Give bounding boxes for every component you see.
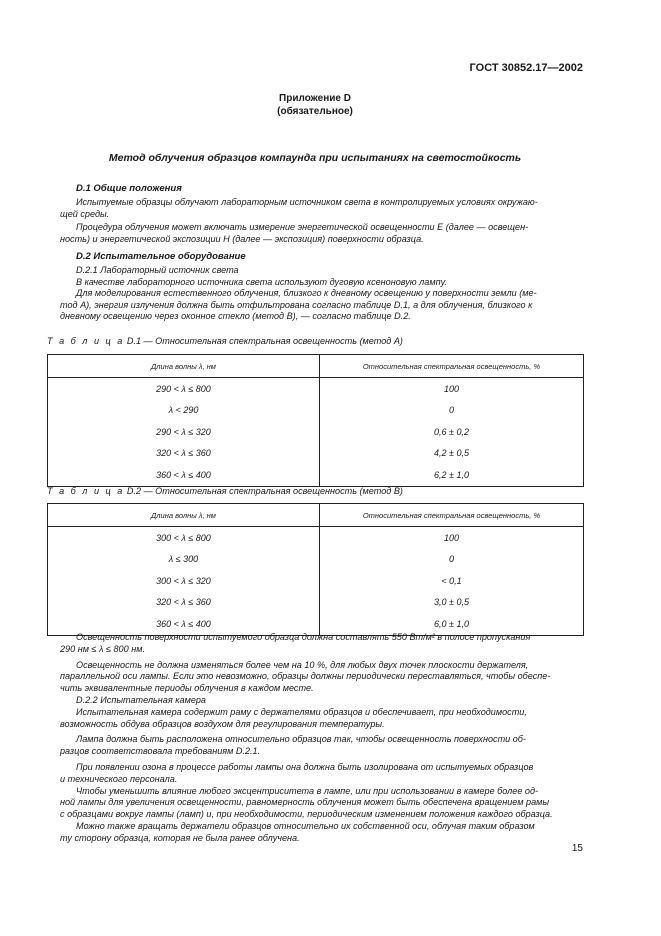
caption-prefix: Т а б л и ц а [47,336,125,346]
subsection-heading: D.2.1 Лабораторный источник света [76,265,239,275]
text-line: В качестве лабораторного источника света используют дуговую ксеноновую лампу. [76,276,448,287]
text-line: Освещенность поверхности испытуемого образца должна составлять 550 Вт/м² в полосе пропускания [76,632,531,642]
document-code: ГОСТ 30852.17—2002 [469,62,583,74]
cell-irradiance: 4,2 ± 0,5 [320,443,584,465]
table1-caption [47,336,403,346]
paragraph-body [60,632,584,845]
text-line: Испытуемые образцы облучают лабораторным источником света в контролируемых условиях окружаю- [76,197,538,207]
cell-irradiance: 3,0 ± 0,5 [320,592,584,614]
cell-wavelength: 360 < λ ≤ 400 [48,613,320,635]
table-2 [47,503,584,636]
table-1 [47,354,584,487]
table-row [48,443,584,465]
cell-irradiance: 100 [320,378,584,400]
text-line: ту сторону образца, которая не была ранее облучена. [60,832,300,843]
section-heading-general: D.1 Общие положения [76,183,182,194]
annex-title: Приложение D [279,93,351,104]
subsection-heading: D.2.2 Испытательная камера [76,694,206,705]
text-line: Для моделирования естественного облучения, близкого к дневному освещению у поверхности земли (ме- [76,288,537,299]
text-line: щей среды. [60,208,110,219]
text-line: Чтобы уменьшить влияние любого эксцентриситета в лампе, или при использовании в камере более од- [76,785,539,796]
table2-caption [47,486,403,496]
text-line: Лампа должна быть расположена относительно образцов так, чтобы освещенность поверхности об- [76,734,526,745]
cell-irradiance: 0 [320,400,584,422]
text-line: чить эквивалентные периоды облучения в каждом месте. [60,683,314,694]
text-line: ность) и энергетической экспозиции H (далее — экспозиция) поверхности образца. [60,233,424,244]
table-row [48,592,584,614]
text-line: 290 нм ≤ λ ≤ 800 нм. [60,643,145,654]
caption-prefix: Т а б л и ц а [47,486,125,496]
cell-wavelength: 320 < λ ≤ 360 [48,443,320,465]
paragraph-general-2 [60,222,584,245]
text-line: Процедура облучения может включать измерение энергетической освещенности E (далее — освещен- [76,222,529,232]
table-row [48,549,584,571]
table-row [48,421,584,443]
text-line: Можно также вращать держатели образцов относительно их собственной оси, облучая таким образом [76,820,535,831]
text-line: и технического персонала. [60,773,178,784]
cell-wavelength: λ < 290 [48,400,320,422]
table-header-row [48,355,584,378]
text-line: параллельной оси лампы. Если это невозможно, образцы должны периодически переставляться, чтобы обеспе- [60,671,551,682]
text-line: При появлении озона в процессе работы лампы она должна быть изолирована от испытуемых образцов [76,761,534,772]
table-row [48,464,584,486]
text-line: разцов соответствовала требованиям D.2.1. [60,746,261,757]
table-row [48,400,584,422]
cell-irradiance: 100 [320,527,584,549]
cell-irradiance: < 0,1 [320,570,584,592]
table-row [48,378,584,400]
text-line: тод А), энергия излучения должна быть отфильтрована согласно таблице D.1, а для облучения, близкого к [60,299,533,310]
text-line: Освещенность не должна изменяться более чем на 10 %, для любых двух точек плоскости держателя, [76,659,529,670]
cell-irradiance: 0 [320,549,584,571]
text-line: дневному освещению через оконное стекло (метод В), — согласно таблице D.2. [60,311,411,322]
cell-wavelength: 320 < λ ≤ 360 [48,592,320,614]
table-row [48,570,584,592]
section-heading-equipment: D.2 Испытательное оборудование [76,251,246,262]
cell-wavelength: 300 < λ ≤ 800 [48,527,320,549]
table-row [48,527,584,549]
paragraph-general-1 [60,197,584,220]
cell-irradiance: 6,2 ± 1,0 [320,464,584,486]
text-line: Испытательная камера содержит раму с держателями образцов и обеспечивает, при необходимости, [76,706,527,717]
cell-wavelength: 360 < λ ≤ 400 [48,464,320,486]
page-number: 15 [571,843,583,854]
column-header-irradiance: Относительная спектральная освещенность, % [320,355,584,378]
cell-wavelength: 300 < λ ≤ 320 [48,570,320,592]
text-line: возможность обдува образцов воздухом для регулирования температуры. [60,718,385,729]
caption-text: D.1 — Относительная спектральная освещенность (метод А) [126,336,403,346]
annex-status: (обязательное) [277,106,353,117]
caption-text: D.2 — Относительная спектральная освещенность (метод В) [126,486,403,496]
paragraph-equipment [60,265,584,323]
column-header-wavelength: Длина волны λ, нм [48,504,320,527]
column-header-wavelength: Длина волны λ, нм [48,355,320,378]
table-header-row [48,504,584,527]
column-header-irradiance: Относительная спектральная освещенность, % [320,504,584,527]
text-line: с образцами вокруг лампы (ламп) и, при необходимости, периодическим изменением положения каждого образца. [60,809,553,820]
cell-wavelength: 290 < λ ≤ 800 [48,378,320,400]
text-line: ной лампы для увеличения освещенности, равномерность облучения может быть обеспечена вращением рамы [60,797,550,808]
cell-irradiance: 6,0 ± 1,0 [320,613,584,635]
document-title: Метод облучения образцов компаунда при испытаниях на светостойкость [108,152,522,164]
cell-irradiance: 0,6 ± 0,2 [320,421,584,443]
cell-wavelength: λ ≤ 300 [48,549,320,571]
cell-wavelength: 290 < λ ≤ 320 [48,421,320,443]
annex-heading [0,92,630,118]
